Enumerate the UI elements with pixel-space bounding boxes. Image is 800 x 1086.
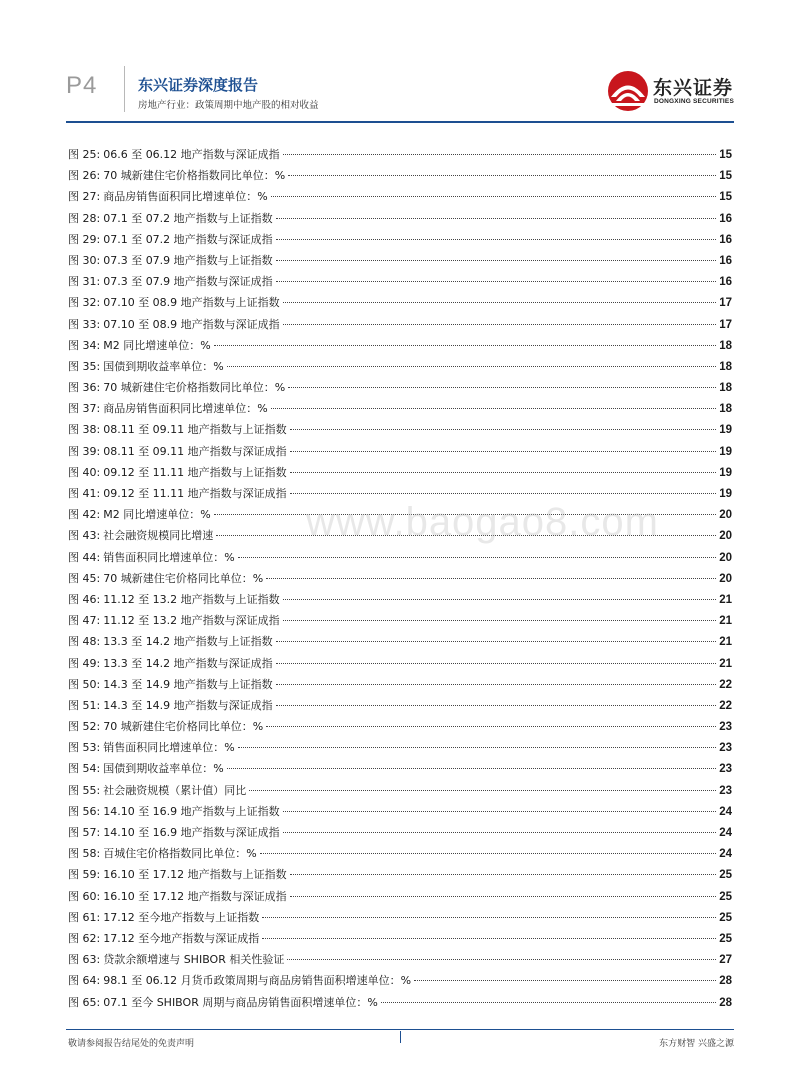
toc-page-number: 22 bbox=[719, 699, 732, 712]
toc-figure-title: 社会融资规模（累计值）同比 bbox=[103, 783, 247, 797]
toc-entry[interactable] bbox=[68, 462, 732, 483]
toc-figure-title: 14.10 至 16.9 地产指数与上证指数 bbox=[103, 804, 280, 818]
toc-figure-title: 商品房销售面积同比增速单位：% bbox=[103, 190, 268, 204]
toc-page-number: 24 bbox=[719, 848, 732, 861]
toc-page-number: 21 bbox=[719, 615, 732, 628]
toc-figure-title: 07.3 至 07.9 地产指数与深证成指 bbox=[103, 275, 273, 289]
toc-page-number: 28 bbox=[719, 975, 732, 988]
toc-dot-leader bbox=[414, 980, 716, 981]
toc-dot-leader bbox=[276, 663, 717, 664]
toc-dot-leader bbox=[381, 1002, 716, 1003]
toc-dot-leader bbox=[288, 387, 716, 388]
toc-page-number: 15 bbox=[719, 170, 732, 183]
dongxing-logo-icon bbox=[606, 70, 650, 112]
toc-entry[interactable] bbox=[68, 631, 732, 652]
toc-figure-title: 07.10 至 08.9 地产指数与上证指数 bbox=[103, 296, 280, 310]
toc-figure-title: 销售面积同比增速单位：% bbox=[103, 550, 235, 564]
toc-figure-label: 图 63: bbox=[68, 953, 101, 967]
toc-figure-title: 09.12 至 11.11 地产指数与深证成指 bbox=[103, 487, 287, 500]
toc-figure-label: 图 53: bbox=[68, 741, 101, 755]
toc-figure-title: 07.1 至今 SHIBOR 周期与商品房销售面积增速单位：% bbox=[103, 995, 378, 1009]
toc-figure-title: 17.12 至今地产指数与上证指数 bbox=[103, 910, 260, 924]
toc-figure-label: 图 28: bbox=[68, 211, 101, 225]
toc-figure-label: 图 54: bbox=[68, 762, 101, 776]
toc-figure-label: 图 50: bbox=[68, 677, 101, 691]
toc-dot-leader bbox=[276, 684, 717, 685]
toc-figure-label: 图 39: bbox=[68, 444, 101, 458]
toc-entry[interactable] bbox=[68, 674, 732, 695]
toc-dot-leader bbox=[290, 429, 717, 430]
toc-dot-leader bbox=[283, 620, 717, 621]
toc-figure-title: 70 城新建住宅价格指数同比单位：% bbox=[103, 169, 286, 183]
toc-entry[interactable] bbox=[68, 250, 732, 271]
toc-figure-title: 国债到期收益率单位：% bbox=[103, 359, 224, 373]
toc-entry[interactable] bbox=[68, 949, 732, 970]
toc-figure-label: 图 44: bbox=[68, 550, 101, 564]
toc-figure-label: 图 32: bbox=[68, 296, 101, 310]
toc-entry[interactable] bbox=[68, 843, 732, 864]
toc-figure-label: 图 56: bbox=[68, 804, 101, 818]
toc-page-number: 18 bbox=[719, 382, 732, 395]
toc-figure-title: 09.12 至 11.11 地产指数与上证指数 bbox=[103, 465, 287, 479]
toc-entry[interactable] bbox=[68, 610, 732, 631]
toc-page-number: 23 bbox=[719, 742, 732, 755]
toc-entry[interactable] bbox=[68, 335, 732, 356]
toc-figure-title: 11.12 至 13.2 地产指数与上证指数 bbox=[103, 592, 280, 606]
toc-dot-leader bbox=[283, 832, 717, 833]
toc-dot-leader bbox=[260, 853, 717, 854]
toc-figure-title: 70 城新建住宅价格指数同比单位：% bbox=[103, 381, 286, 395]
toc-figure-label: 图 62: bbox=[68, 931, 101, 945]
logo-english-text: DONGXING SECURITIES bbox=[654, 98, 735, 105]
toc-dot-leader bbox=[290, 493, 717, 494]
toc-figure-label: 图 27: bbox=[68, 190, 101, 204]
toc-dot-leader bbox=[271, 196, 717, 197]
toc-figure-label: 图 34: bbox=[68, 338, 101, 352]
toc-figure-title: M2 同比增速单位：% bbox=[103, 338, 211, 352]
toc-figure-title: 13.3 至 14.2 地产指数与上证指数 bbox=[103, 635, 273, 649]
toc-figure-label: 图 33: bbox=[68, 317, 101, 331]
toc-figure-label: 图 31: bbox=[68, 275, 101, 289]
toc-entry[interactable] bbox=[68, 780, 732, 801]
toc-entry[interactable] bbox=[68, 208, 732, 229]
toc-figure-title: 14.10 至 16.9 地产指数与深证成指 bbox=[103, 826, 280, 839]
toc-dot-leader bbox=[262, 917, 716, 918]
toc-figure-label: 图 29: bbox=[68, 232, 101, 246]
toc-page-number: 19 bbox=[719, 445, 732, 458]
toc-figure-label: 图 61: bbox=[68, 910, 101, 924]
toc-page-number: 24 bbox=[719, 827, 732, 839]
toc-figure-title: 国债到期收益率单位：% bbox=[103, 762, 224, 776]
toc-dot-leader bbox=[271, 408, 717, 409]
toc-dot-leader bbox=[227, 768, 717, 769]
toc-page-number: 25 bbox=[719, 890, 732, 903]
toc-dot-leader bbox=[238, 557, 717, 558]
toc-figure-label: 图 40: bbox=[68, 465, 101, 479]
toc-entry[interactable] bbox=[68, 165, 732, 186]
toc-entry[interactable] bbox=[68, 547, 732, 568]
toc-page-number: 15 bbox=[719, 149, 732, 161]
toc-page-number: 17 bbox=[719, 297, 732, 310]
toc-entry[interactable] bbox=[68, 886, 732, 907]
toc-entry[interactable] bbox=[68, 356, 732, 377]
toc-figure-label: 图 48: bbox=[68, 635, 101, 649]
toc-entry[interactable] bbox=[68, 928, 732, 949]
toc-figure-title: 百城住宅价格指数同比单位：% bbox=[103, 847, 257, 861]
toc-page-number: 16 bbox=[719, 233, 732, 246]
toc-entry[interactable] bbox=[68, 758, 732, 779]
toc-figure-label: 图 36: bbox=[68, 381, 101, 395]
toc-figure-label: 图 35: bbox=[68, 359, 101, 373]
toc-figure-label: 图 65: bbox=[68, 995, 101, 1009]
toc-entry[interactable] bbox=[68, 229, 732, 250]
toc-page-number: 18 bbox=[719, 403, 732, 416]
toc-figure-title: 14.3 至 14.9 地产指数与上证指数 bbox=[103, 677, 273, 691]
toc-figure-title: 13.3 至 14.2 地产指数与深证成指 bbox=[103, 656, 273, 670]
toc-page-number: 18 bbox=[719, 339, 732, 352]
toc-entry[interactable] bbox=[68, 653, 732, 674]
toc-figure-label: 图 43: bbox=[68, 529, 101, 543]
toc-page-number: 19 bbox=[719, 466, 732, 479]
header-rule bbox=[66, 121, 734, 123]
toc-figure-label: 图 42: bbox=[68, 508, 101, 522]
report-subtitle: 房地产行业：政策周期中地产股的相对收益 bbox=[138, 100, 319, 111]
toc-dot-leader bbox=[262, 938, 716, 939]
toc-figure-label: 图 41: bbox=[68, 487, 101, 500]
toc-page-number: 20 bbox=[719, 509, 732, 522]
toc-figure-label: 图 59: bbox=[68, 868, 101, 882]
toc-figure-label: 图 64: bbox=[68, 974, 101, 988]
toc-figure-label: 图 57: bbox=[68, 826, 101, 839]
toc-entry[interactable] bbox=[68, 314, 732, 335]
toc-figure-title: 08.11 至 09.11 地产指数与上证指数 bbox=[103, 423, 287, 437]
toc-dot-leader bbox=[227, 366, 717, 367]
toc-figure-label: 图 47: bbox=[68, 614, 101, 628]
toc-page-number: 24 bbox=[719, 805, 732, 818]
toc-dot-leader bbox=[288, 175, 716, 176]
toc-entry[interactable] bbox=[68, 377, 732, 398]
toc-dot-leader bbox=[214, 345, 717, 346]
toc-dot-leader bbox=[276, 218, 717, 219]
toc-entry[interactable] bbox=[68, 801, 732, 822]
footer-disclaimer: 敬请参阅报告结尾处的免责声明 bbox=[68, 1039, 195, 1049]
toc-dot-leader bbox=[276, 239, 717, 240]
toc-page-number: 27 bbox=[719, 954, 732, 967]
toc-figure-label: 图 26: bbox=[68, 169, 101, 183]
toc-page-number: 20 bbox=[719, 530, 732, 543]
toc-page-number: 15 bbox=[719, 191, 732, 204]
toc-entry[interactable] bbox=[68, 992, 732, 1013]
toc-figure-label: 图 51: bbox=[68, 698, 101, 712]
toc-page-number: 20 bbox=[719, 551, 732, 564]
toc-figure-label: 图 46: bbox=[68, 592, 101, 606]
toc-entry[interactable] bbox=[68, 144, 732, 165]
toc-figure-title: 07.1 至 07.2 地产指数与上证指数 bbox=[103, 211, 273, 225]
toc-page-number: 16 bbox=[719, 254, 732, 267]
toc-page-number: 21 bbox=[719, 657, 732, 670]
toc-page-number: 25 bbox=[719, 869, 732, 882]
toc-entry[interactable] bbox=[68, 716, 732, 737]
toc-figure-label: 图 60: bbox=[68, 889, 101, 903]
toc-page-number: 17 bbox=[719, 318, 732, 331]
toc-dot-leader bbox=[283, 302, 717, 303]
company-logo bbox=[606, 70, 736, 112]
toc-figure-label: 图 49: bbox=[68, 656, 101, 670]
toc-figure-label: 图 52: bbox=[68, 720, 101, 734]
toc-figure-title: 07.10 至 08.9 地产指数与深证成指 bbox=[103, 317, 280, 331]
toc-dot-leader bbox=[290, 896, 717, 897]
toc-dot-leader bbox=[266, 726, 716, 727]
toc-figure-title: 07.3 至 07.9 地产指数与上证指数 bbox=[103, 253, 273, 267]
toc-figure-title: 70 城新建住宅价格同比单位：% bbox=[103, 571, 264, 585]
toc-figure-title: 16.10 至 17.12 地产指数与上证指数 bbox=[103, 868, 287, 882]
toc-page-number: 19 bbox=[719, 488, 732, 500]
toc-entry[interactable] bbox=[68, 737, 732, 758]
toc-figure-label: 图 55: bbox=[68, 783, 101, 797]
figure-table-of-contents bbox=[68, 144, 732, 1013]
toc-entry[interactable] bbox=[68, 864, 732, 885]
toc-dot-leader bbox=[290, 451, 717, 452]
toc-dot-leader bbox=[266, 578, 716, 579]
toc-page-number: 19 bbox=[719, 424, 732, 437]
toc-page-number: 20 bbox=[719, 572, 732, 585]
toc-figure-label: 图 37: bbox=[68, 402, 101, 416]
toc-figure-title: 11.12 至 13.2 地产指数与深证成指 bbox=[103, 614, 280, 628]
toc-dot-leader bbox=[276, 641, 717, 642]
toc-dot-leader bbox=[238, 747, 717, 748]
toc-page-number: 16 bbox=[719, 276, 732, 289]
watermark: www.baogao8.com bbox=[306, 500, 659, 544]
toc-figure-title: M2 同比增速单位：% bbox=[103, 508, 211, 522]
toc-page-number: 22 bbox=[719, 678, 732, 691]
toc-entry[interactable] bbox=[68, 271, 732, 292]
toc-figure-label: 图 58: bbox=[68, 847, 101, 861]
logo-chinese-text: 东兴证券 bbox=[653, 77, 734, 99]
toc-figure-title: 08.11 至 09.11 地产指数与深证成指 bbox=[103, 444, 287, 458]
toc-figure-title: 07.1 至 07.2 地产指数与深证成指 bbox=[103, 232, 273, 246]
toc-dot-leader bbox=[276, 705, 717, 706]
toc-dot-leader bbox=[283, 599, 717, 600]
toc-figure-title: 销售面积同比增速单位：% bbox=[103, 741, 235, 755]
toc-page-number: 21 bbox=[719, 636, 732, 649]
toc-page-number: 28 bbox=[719, 996, 732, 1009]
toc-page-number: 23 bbox=[719, 721, 732, 734]
toc-entry[interactable] bbox=[68, 568, 732, 589]
toc-figure-title: 贷款余额增速与 SHIBOR 相关性验证 bbox=[103, 953, 285, 967]
report-title: 东兴证券深度报告 bbox=[138, 76, 259, 94]
toc-entry[interactable] bbox=[68, 398, 732, 419]
toc-figure-label: 图 38: bbox=[68, 423, 101, 437]
toc-entry[interactable] bbox=[68, 441, 732, 462]
footer-rule bbox=[66, 1029, 734, 1030]
toc-dot-leader bbox=[283, 324, 717, 325]
toc-figure-label: 图 30: bbox=[68, 253, 101, 267]
toc-entry[interactable] bbox=[68, 907, 732, 928]
toc-figure-title: 14.3 至 14.9 地产指数与深证成指 bbox=[103, 698, 273, 712]
toc-figure-title: 70 城新建住宅价格同比单位：% bbox=[103, 720, 264, 734]
header-divider bbox=[124, 66, 125, 112]
toc-figure-title: 98.1 至 06.12 月货币政策周期与商品房销售面积增速单位：% bbox=[103, 974, 412, 988]
toc-figure-label: 图 45: bbox=[68, 571, 101, 585]
toc-entry[interactable] bbox=[68, 292, 732, 313]
toc-figure-title: 商品房销售面积同比增速单位：% bbox=[103, 402, 268, 416]
toc-figure-label: 图 25: bbox=[68, 148, 101, 161]
toc-page-number: 23 bbox=[719, 784, 732, 797]
footer-slogan: 东方财智 兴盛之源 bbox=[659, 1039, 734, 1049]
toc-entry[interactable] bbox=[68, 589, 732, 610]
toc-dot-leader bbox=[290, 874, 717, 875]
toc-dot-leader bbox=[249, 790, 716, 791]
toc-page-number: 23 bbox=[719, 763, 732, 776]
toc-figure-title: 06.6 至 06.12 地产指数与深证成指 bbox=[103, 148, 280, 161]
toc-dot-leader bbox=[276, 281, 717, 282]
toc-page-number: 18 bbox=[719, 360, 732, 373]
toc-figure-title: 16.10 至 17.12 地产指数与深证成指 bbox=[103, 889, 287, 903]
toc-dot-leader bbox=[290, 472, 717, 473]
toc-figure-title: 17.12 至今地产指数与深证成指 bbox=[103, 931, 260, 945]
footer-divider bbox=[400, 1031, 401, 1043]
toc-dot-leader bbox=[283, 811, 717, 812]
toc-dot-leader bbox=[276, 260, 717, 261]
toc-page-number: 16 bbox=[719, 212, 732, 225]
toc-entry[interactable] bbox=[68, 419, 732, 440]
toc-entry[interactable] bbox=[68, 186, 732, 207]
toc-dot-leader bbox=[283, 154, 717, 155]
toc-entry[interactable] bbox=[68, 695, 732, 716]
toc-page-number: 21 bbox=[719, 593, 732, 606]
page-number: P4 bbox=[66, 72, 98, 99]
toc-dot-leader bbox=[287, 959, 716, 960]
toc-figure-title: 社会融资规模同比增速 bbox=[103, 529, 214, 543]
toc-entry[interactable] bbox=[68, 822, 732, 843]
toc-entry[interactable] bbox=[68, 970, 732, 991]
toc-page-number: 25 bbox=[719, 932, 732, 945]
toc-page-number: 25 bbox=[719, 911, 732, 924]
